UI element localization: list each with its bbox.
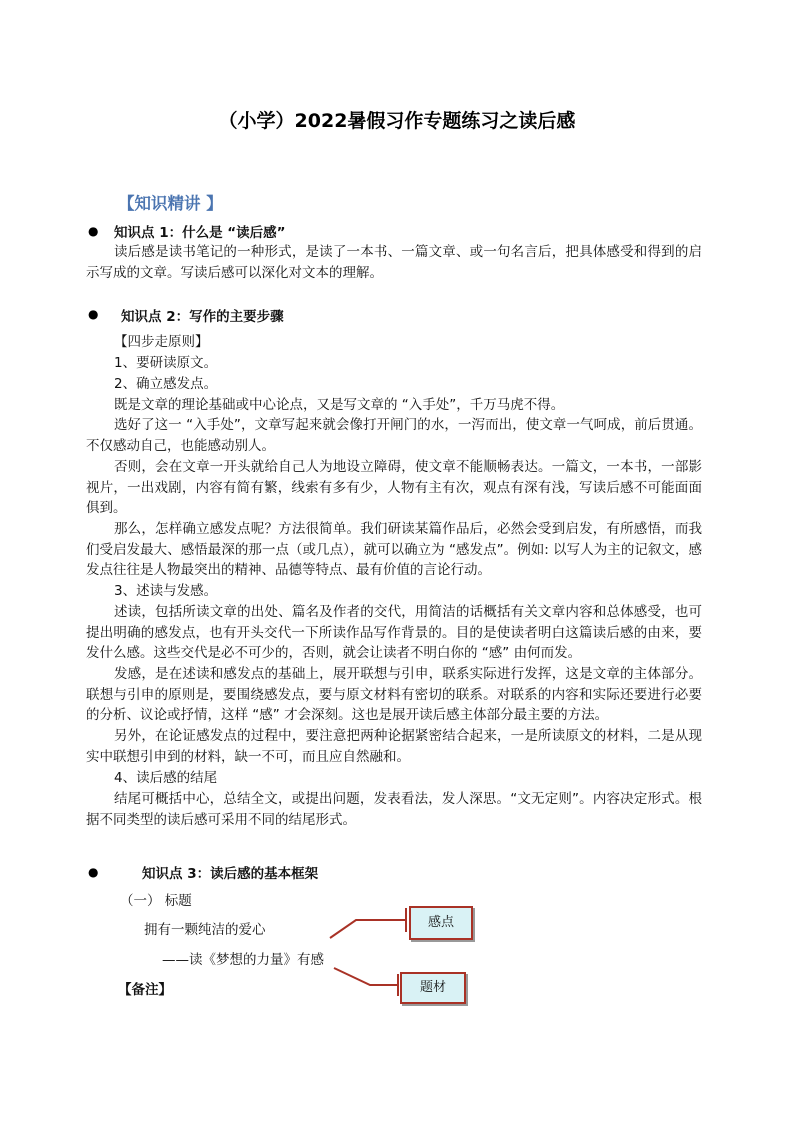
step-4-paragraph: 结尾可概括中心，总结全文，或提出问题，发表看法，发人深思。“文无定则”。内容决定形式。根据不同类型的读后感可采用不同的结尾形式。	[86, 791, 702, 828]
step-3: 3、述读与发感。	[114, 583, 218, 599]
bullet-icon: ●	[88, 865, 99, 879]
step-3-paragraph-1: 述读，包括所读文章的出处、篇名及作者的交代，用简洁的话概括有关文章内容和总体感受，也可提出明确的感发点，也有开头交代一下所读作品写作背景的。目的是使读者明白这篇读后感的由来，要发什么感。这些交代是必不可少的，否则，就会让读者不明白你的 “感” 由何而发。	[86, 604, 702, 662]
step-2: 2、确立感发点。	[114, 376, 218, 392]
bullet-icon: ●	[88, 307, 99, 321]
step-1: 1、要研读原文。	[114, 355, 218, 371]
note-label: 【备注】	[118, 982, 172, 998]
kp2-heading: 知识点 2：写作的主要步骤	[121, 309, 284, 325]
kp2-subheading: 【四步走原则】	[114, 334, 209, 350]
step-2-paragraph-4: 那么，怎样确立感发点呢？方法很简单。我们研读某篇作品后，必然会受到启发，有所感悟，而我们受启发最大、感悟最深的那一点（或几点），就可以确立为 “感发点”。例如: 以写人为主的记叙文，感发点往往是人物最突出的精神、品德等特点、最有价值的言论行动。	[86, 521, 702, 579]
step-3-paragraph-2: 发感，是在述读和感发点的基础上，展开联想与引申，联系实际进行发挥，这是文章的主体部分。联想与引申的原则是，要围绕感发点，要与原文材料有密切的联系。对联系的内容和实际还要进行必要的分析、议论或抒情，这样 “感” 才会深刻。这也是展开读后感主体部分最主要的方法。	[86, 666, 702, 724]
label-box-material: 题材	[400, 972, 466, 1004]
step-2-paragraph-1: 既是文章的理论基础或中心论点，又是写文章的 “入手处”，千万马虎不得。	[114, 397, 565, 413]
bullet-icon: ●	[88, 224, 99, 238]
step-4: 4、读后感的结尾	[114, 770, 218, 786]
kp3-heading: 知识点 3：读后感的基本框架	[142, 866, 319, 882]
sample-title: 拥有一颗纯洁的爱心	[144, 922, 266, 938]
page-title: （小学）2022暑假习作专题练习之读后感	[218, 110, 576, 132]
section-heading: 【知识精讲 】	[118, 194, 223, 213]
step-2-paragraph-3: 否则，会在文章一开头就给自己人为地设立障碍，使文章不能顺畅表达。一篇文，一本书，一部影视片，一出戏剧，内容有简有繁，线索有多有少，人物有主有次，观点有深有浅，写读后感不可能面面俱到。	[86, 459, 702, 517]
sample-subtitle: ——读《梦想的力量》有感	[162, 952, 324, 968]
step-2-paragraph-2: 选好了这一 “入手处”，文章写起来就会像打开闸门的水，一泻而出，使文章一气呵成，前后贯通。不仅感动自己，也能感动别人。	[86, 417, 702, 454]
label-box-feeling: 感点	[409, 906, 473, 940]
connector-top	[330, 920, 406, 938]
step-3-paragraph-3: 另外，在论证感发点的过程中，要注意把两种论据紧密结合起来，一是所读原文的材料，二是从现实中联想引申到的材料，缺一不可，而且应自然融和。	[86, 728, 702, 765]
kp1-heading: 知识点 1：什么是 “读后感”	[114, 225, 286, 241]
connector-bottom	[334, 968, 398, 985]
kp1-paragraph: 读后感是读书笔记的一种形式，是读了一本书、一篇文章、或一句名言后，把具体感受和得到的启示写成的文章。写读后感可以深化对文本的理解。	[86, 244, 702, 281]
framework-item-1: （一） 标题	[120, 893, 192, 909]
